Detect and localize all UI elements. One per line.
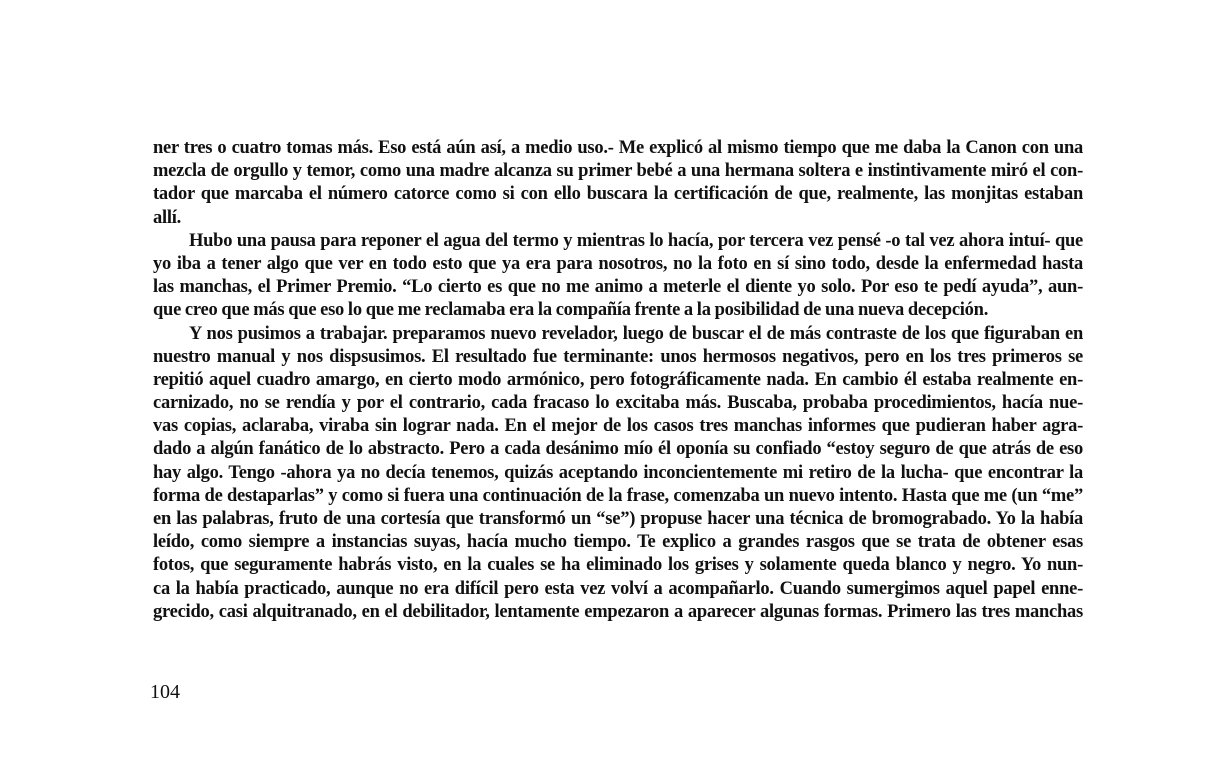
text-line: yo iba a tener algo que ver en todo esto que ya era para nosotros, no la foto en sí sino todo, desde la enfermedad hasta [153, 253, 1083, 274]
text-line: vas copias, aclaraba, viraba sin lograr nada. En el mejor de los casos tres manchas informes que pudieran haber agra- [153, 416, 1083, 437]
text-line: nuestro manual y nos dispsusimos. El resultado fue terminante: unos hermosos negativos, pero en los tres primeros se [153, 346, 1083, 367]
text-line: las manchas, el Primer Premio. “Lo cierto es que no me animo a meterle el diente yo solo. Por eso te pedí ayuda”, aun- [153, 277, 1083, 298]
text-line: que creo que más que eso lo que me reclamaba era la compañía frente a la posibilidad de una nueva decepción. [153, 300, 989, 321]
text-line: ca la había practicado, aunque no era difícil pero esta vez volví a acompañarlo. Cuando sumergimos aquel papel enne- [153, 578, 1083, 599]
text-line: dado a algún fanático de lo abstracto. Pero a cada desánimo mío él oponía su confiado “estoy seguro de que atrás de eso [153, 439, 1083, 460]
text-line: en las palabras, fruto de una cortesía que transformó un “se”) propuse hacer una técnica de bromograbado. Yo la había [153, 509, 1083, 529]
text-line: ner tres o cuatro tomas más. Eso está aún así, a medio uso.- Me explicó al mismo tiempo que me daba la Canon con una [153, 138, 1083, 158]
text-line: allí. [153, 207, 182, 228]
text-line: fotos, que seguramente habrás visto, en la cuales se ha eliminado los grises y solamente queda blanco y negro. Yo nun- [153, 555, 1083, 576]
text-line: Y nos pusimos a trabajar. preparamos nuevo revelador, luego de buscar el de más contraste de los que figuraban en [189, 323, 1083, 344]
text-line: mezcla de orgullo y temor, como una madre alcanza su primer bebé a una hermana soltera e instintivamente miró el con- [153, 161, 1083, 182]
body-text [153, 137, 1083, 624]
text-line: hay algo. Tengo -ahora ya no decía tenemos, quizás aceptando inconcientemente mi retiro de la lucha- que encontrar la [153, 462, 1083, 483]
text-line: grecido, casi alquitranado, en el debilitador, lentamente empezaron a aparecer algunas formas. Primero las tres manchas [153, 601, 1083, 622]
text-line: leído, como siempre a instancias suyas, hacía mucho tiempo. Te explico a grandes rasgos que se trata de obtener esas [153, 532, 1083, 553]
text-line: repitió aquel cuadro amargo, en cierto modo armónico, pero fotográficamente nada. En cambio él estaba realmente en- [153, 369, 1083, 390]
text-line: tador que marcaba el número catorce como si con ello buscara la certificación de que, realmente, las monjitas estaban [153, 184, 1083, 205]
text-line: forma de destaparlas” y como si fuera una continuación de la frase, comenzaba un nuevo intento. Hasta que me (un “me” [153, 485, 1083, 506]
text-line: Hubo una pausa para reponer el agua del termo y mientras lo hacía, por tercera vez pensé -o tal vez ahora intuí- que [189, 230, 1083, 251]
page-number: 104 [150, 681, 180, 703]
text-line: carnizado, no se rendía y por el contrario, cada fracaso lo excitaba más. Buscaba, probaba procedimientos, hacía nue- [153, 393, 1083, 414]
